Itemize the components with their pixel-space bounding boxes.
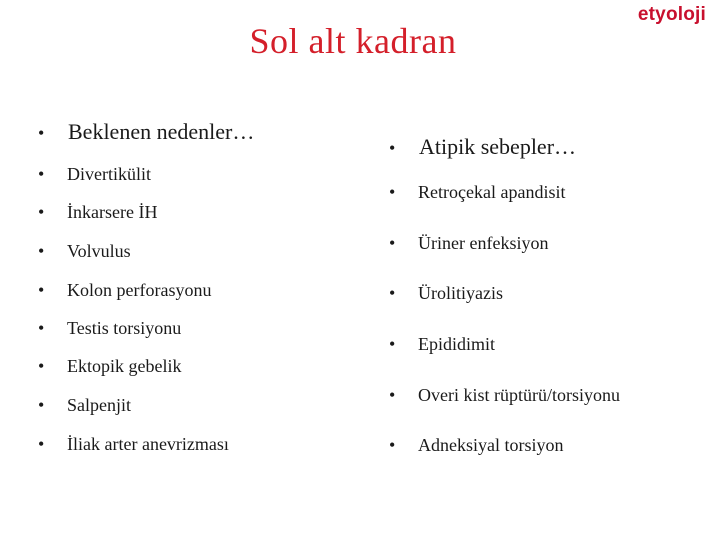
left-heading: [38, 119, 254, 146]
bullet-icon: •: [389, 138, 396, 158]
list-item: [389, 434, 564, 456]
bullet-icon: •: [389, 435, 396, 455]
list-item-text: Epididimit: [418, 334, 496, 354]
list-item-text: Ürolitiyazis: [418, 283, 503, 303]
list-item: [389, 384, 620, 406]
list-item: [38, 433, 229, 455]
list-item: [38, 279, 211, 301]
list-item: [389, 181, 565, 203]
list-item: [389, 333, 495, 355]
list-item: [38, 201, 157, 223]
bullet-icon: •: [38, 318, 45, 338]
list-item-text: Volvulus: [67, 241, 131, 261]
slide-title: Sol alt kadran: [249, 21, 457, 61]
list-item-text: Adneksiyal torsiyon: [418, 435, 564, 455]
bullet-icon: •: [389, 334, 396, 354]
bullet-icon: •: [38, 202, 45, 222]
bullet-icon: •: [389, 182, 396, 202]
list-item: [389, 232, 548, 254]
bullet-icon: •: [389, 233, 396, 253]
list-item-text: Üriner enfeksiyon: [418, 233, 549, 253]
list-item: [38, 317, 181, 339]
list-item: [389, 282, 503, 304]
bullet-icon: •: [38, 356, 45, 376]
list-item-text: Ektopik gebelik: [67, 356, 182, 376]
right-heading-text: Atipik sebepler…: [419, 134, 577, 159]
list-item: [38, 394, 131, 416]
list-item-text: Kolon perforasyonu: [67, 280, 212, 300]
bullet-icon: •: [38, 123, 45, 143]
bullet-icon: •: [38, 241, 45, 261]
list-item: [38, 163, 151, 185]
list-item-text: Salpenjit: [67, 395, 131, 415]
left-heading-text: Beklenen nedenler…: [68, 119, 255, 144]
list-item-text: Divertikülit: [67, 164, 151, 184]
list-item-text: Retroçekal apandisit: [418, 182, 566, 202]
list-item-text: Overi kist rüptürü/torsiyonu: [418, 385, 620, 405]
right-heading: [389, 134, 576, 161]
list-item-text: İnkarsere İH: [67, 202, 158, 222]
list-item: [38, 355, 181, 377]
bullet-icon: •: [389, 283, 396, 303]
bullet-icon: •: [38, 164, 45, 184]
list-item-text: İliak arter anevrizması: [67, 434, 229, 454]
list-item: [38, 240, 131, 262]
bullet-icon: •: [38, 395, 45, 415]
bullet-icon: •: [38, 280, 45, 300]
list-item-text: Testis torsiyonu: [67, 318, 182, 338]
section-tag: etyoloji: [637, 4, 706, 25]
bullet-icon: •: [389, 385, 396, 405]
bullet-icon: •: [38, 434, 45, 454]
